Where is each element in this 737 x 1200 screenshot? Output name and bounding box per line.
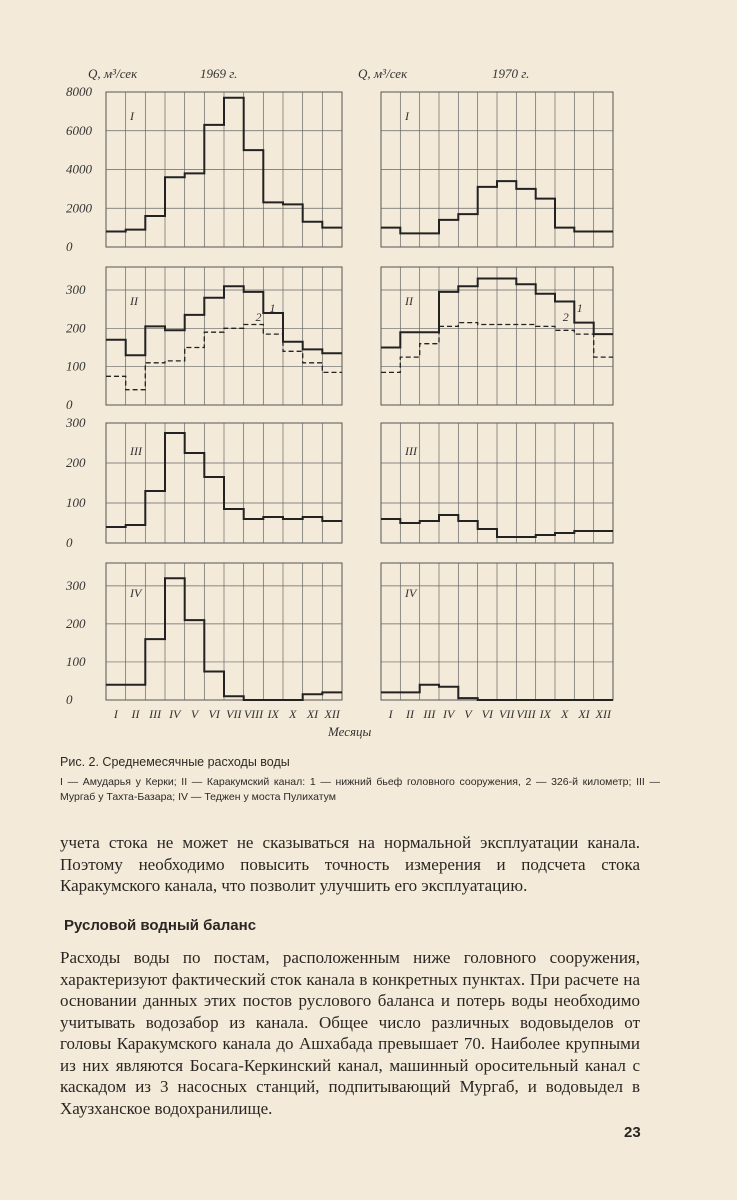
x-tick-label: V (190, 707, 199, 721)
panel-roman-label: II (405, 294, 413, 308)
paragraph-1: учета стока не может не сказываться на нормальной эксплуатации канала. Поэтому необходимо повысить точность измерения и подсчета стока Каракумского канала, что позволит улучшить его эксплуатацию. (60, 833, 640, 895)
panel-roman-label: I (405, 109, 409, 123)
panel-roman-label: IV (130, 586, 142, 600)
y-tick-label: 4000 (66, 161, 92, 177)
y-tick-label: 200 (66, 615, 86, 631)
y-tick-label: 100 (66, 653, 86, 669)
curve-label-2: 2 (562, 310, 569, 324)
panel-roman-label: I (130, 109, 134, 123)
panel-roman-label: III (130, 444, 142, 458)
right-year: 1970 г. (492, 66, 530, 81)
x-tick-label: IV (169, 707, 181, 721)
y-tick-label: 0 (66, 239, 73, 254)
x-tick-label: VI (208, 707, 220, 721)
right-ylabel: Q, м³/сек (358, 66, 408, 81)
y-tick-label: 200 (66, 320, 86, 336)
header-layer (88, 66, 529, 739)
figure-caption-legend: I — Амударья у Керки; II — Каракумский канал: 1 — нижний бьеф головного сооружения, 2 — 326-й километр; III — Мургаб у Тахта-Базара; IV — Теджен у моста Пулихатум (60, 776, 660, 803)
x-tick-label: II (406, 707, 414, 721)
chart-panel (381, 92, 613, 247)
x-tick-label: X (289, 707, 297, 721)
x-tick-label: VIII (243, 707, 264, 721)
chart-panel (65, 267, 342, 412)
x-tick-label: IX (267, 707, 279, 721)
x-tick-label: I (388, 707, 393, 721)
x-tick-label: I (113, 707, 118, 721)
y-tick-label: 300 (66, 415, 86, 430)
x-tick-label: III (149, 707, 162, 721)
y-tick-label: 0 (66, 692, 73, 707)
x-tick-label: XII (595, 707, 611, 721)
y-tick-label: 200 (66, 454, 86, 470)
chart-panel (381, 267, 613, 405)
x-tick-label: VIII (516, 707, 536, 721)
x-tick-label: VI (481, 707, 493, 721)
chart-panel (66, 84, 342, 254)
x-tick-label: VII (499, 707, 515, 721)
y-tick-label: 2000 (66, 200, 92, 216)
y-tick-label: 0 (66, 397, 73, 412)
panel-roman-label: III (405, 444, 417, 458)
left-year: 1969 г. (200, 66, 238, 81)
curve-label-1: 1 (269, 301, 276, 315)
chart-panel (65, 415, 342, 550)
y-tick-label: 0 (66, 535, 73, 550)
chart-panel (381, 423, 613, 543)
curve-label-2: 2 (255, 310, 262, 324)
paragraph-2: Расходы воды по постам, расположенным ниже головного сооружения, характеризуют фактический сток канала в конкретных пунктах. При расчете на основании данных этих постов руслового баланса и потерь воды необходимо учитывать водозабор из канала. Общее число различных водовыделов от головы Каракумского канала до Ашхабада превышает 70. Наиболее крупными из них являются Босага-Керкинский канал, машинный оросительный канал с каскадом из 3 насосных станций, подпитывающий Мургаб, и водовыдел в Хаузханское водохранилище. (60, 948, 640, 1118)
x-tick-label: IX (539, 707, 551, 721)
y-tick-label: 8000 (66, 84, 92, 99)
x-axis-label: Месяцы (328, 724, 372, 739)
x-tick-label: XI (578, 707, 590, 721)
panels-layer (65, 84, 613, 721)
x-tick-label: X (560, 707, 569, 721)
y-tick-label: 300 (66, 282, 86, 298)
y-tick-label: 300 (66, 577, 86, 593)
chart-panel (65, 563, 342, 721)
left-ylabel: Q, м³/сек (88, 66, 138, 81)
x-tick-label: III (423, 707, 436, 721)
x-tick-label: V (464, 707, 472, 721)
x-tick-label: II (131, 707, 140, 721)
section-heading: Русловой водный баланс (64, 917, 257, 934)
figure-caption-title: Рис. 2. Среднемесячные расходы воды (60, 755, 290, 769)
curve-label-1: 1 (576, 301, 583, 315)
x-tick-label: IV (443, 707, 455, 721)
x-tick-label: XII (324, 707, 340, 721)
x-tick-label: VII (226, 707, 242, 721)
page-number: 23 (624, 1124, 641, 1141)
y-tick-label: 6000 (66, 122, 92, 138)
y-tick-label: 100 (66, 495, 86, 511)
y-tick-label: 100 (66, 358, 86, 374)
panel-roman-label: II (130, 294, 138, 308)
panel-roman-label: IV (405, 586, 417, 600)
chart-panel (381, 563, 613, 721)
x-tick-label: XI (306, 707, 319, 721)
